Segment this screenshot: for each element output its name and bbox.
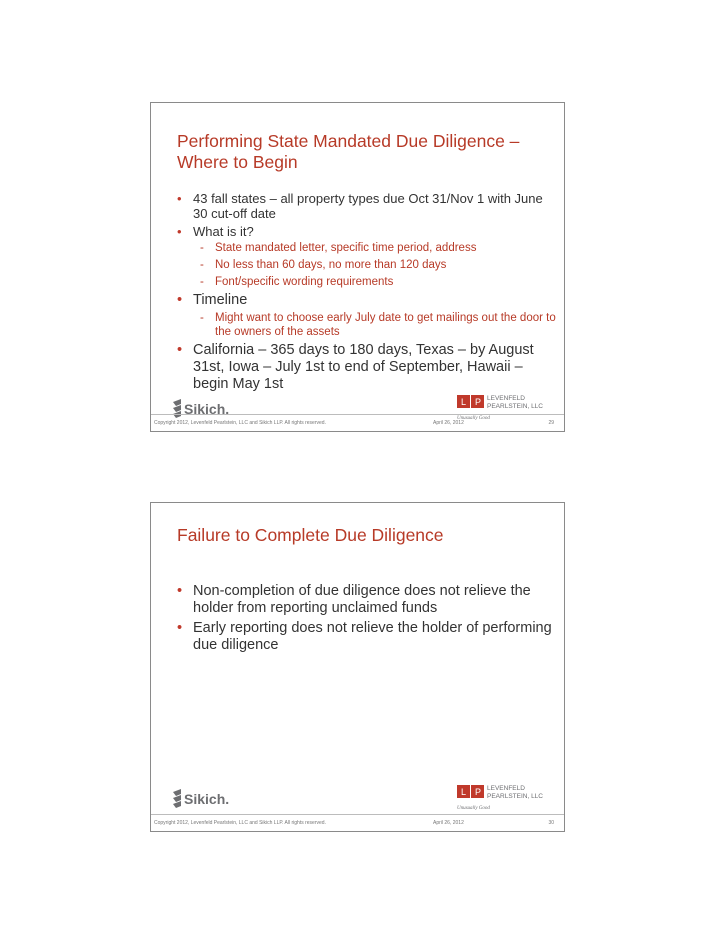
bullet-dot-icon: • bbox=[177, 292, 183, 308]
sub-list bbox=[193, 311, 557, 339]
lp-name-line2: PEARLSTEIN, LLC bbox=[487, 403, 543, 410]
bullet-list bbox=[177, 191, 557, 396]
dash-icon: - bbox=[200, 312, 204, 324]
bullet-list bbox=[177, 583, 557, 657]
lp-l-letter: L bbox=[461, 397, 467, 407]
bullet-text: California – 365 days to 180 days, Texas – by August 31st, Iowa – July 1st to end of September, Hawaii – begin May 1st bbox=[193, 342, 534, 392]
bullet-dot-icon: • bbox=[177, 583, 183, 599]
bullet-item bbox=[177, 583, 557, 617]
sub-item bbox=[193, 311, 557, 339]
bullet-text: Timeline bbox=[193, 292, 248, 308]
lp-tagline: Unusually Good bbox=[457, 416, 490, 421]
dash-icon: - bbox=[200, 276, 204, 288]
bullet-text: 43 fall states – all property types due Oct 31/Nov 1 with June 30 cut-off date bbox=[193, 191, 543, 221]
lp-p-letter: P bbox=[475, 787, 482, 797]
bullet-item bbox=[177, 620, 557, 654]
sub-item-text: No less than 60 days, no more than 120 days bbox=[215, 259, 447, 271]
footer-date: April 26, 2012 bbox=[433, 820, 464, 826]
levenfeld-pearlstein-logo bbox=[457, 781, 552, 815]
lp-name-line1: LEVENFELD bbox=[487, 785, 525, 792]
slide-29 bbox=[150, 102, 565, 432]
sikich-logo bbox=[171, 788, 241, 810]
bullet-dot-icon: • bbox=[177, 224, 182, 239]
sub-item-text: Might want to choose early July date to get mailings out the door to the owners of the assets bbox=[215, 312, 556, 338]
slide-title: Failure to Complete Due Diligence bbox=[177, 525, 444, 545]
bullet-dot-icon: • bbox=[177, 342, 183, 358]
bullet-dot-icon: • bbox=[177, 620, 183, 636]
sub-item bbox=[193, 275, 557, 289]
footer-copyright: Copyright 2012, Levenfeld Pearlstein, LLC and Sikich LLP. All rights reserved. bbox=[154, 420, 326, 426]
footer-page-number: 30 bbox=[548, 820, 554, 826]
sub-list bbox=[193, 241, 557, 289]
bullet-text: Non-completion of due diligence does not relieve the holder from reporting unclaimed funds bbox=[193, 583, 531, 616]
lp-name-line2: PEARLSTEIN, LLC bbox=[487, 793, 543, 800]
lp-l-letter: L bbox=[461, 787, 467, 797]
lp-tagline: Unusually Good bbox=[457, 806, 490, 811]
footer-copyright: Copyright 2012, Levenfeld Pearlstein, LLC and Sikich LLP. All rights reserved. bbox=[154, 820, 326, 826]
bullet-item bbox=[177, 292, 557, 339]
sub-item-text: Font/specific wording requirements bbox=[215, 276, 394, 288]
slide-footer bbox=[151, 814, 564, 831]
sub-item-text: State mandated letter, specific time period, address bbox=[215, 242, 477, 254]
bullet-item bbox=[177, 191, 557, 221]
sub-item bbox=[193, 241, 557, 255]
footer-date: April 26, 2012 bbox=[433, 420, 464, 426]
lp-p-letter: P bbox=[475, 397, 482, 407]
lp-name-line1: LEVENFELD bbox=[487, 395, 525, 402]
bullet-text: Early reporting does not relieve the holder of performing due diligence bbox=[193, 620, 552, 653]
bullet-item bbox=[177, 224, 557, 289]
bullet-text: What is it? bbox=[193, 224, 254, 239]
sikich-mark-icon bbox=[173, 789, 181, 808]
footer-page-number: 29 bbox=[548, 420, 554, 426]
bullet-dot-icon: • bbox=[177, 191, 182, 206]
bullet-item bbox=[177, 342, 557, 393]
slide-title: Performing State Mandated Due Diligence – Where to Begin bbox=[177, 131, 520, 172]
sikich-wordmark: Sikich. bbox=[184, 791, 230, 807]
sikich-wordmark: Sikich. bbox=[184, 401, 230, 417]
slide-30 bbox=[150, 502, 565, 832]
slide-footer bbox=[151, 414, 564, 431]
dash-icon: - bbox=[200, 242, 204, 254]
sub-item bbox=[193, 258, 557, 272]
dash-icon: - bbox=[200, 259, 204, 271]
